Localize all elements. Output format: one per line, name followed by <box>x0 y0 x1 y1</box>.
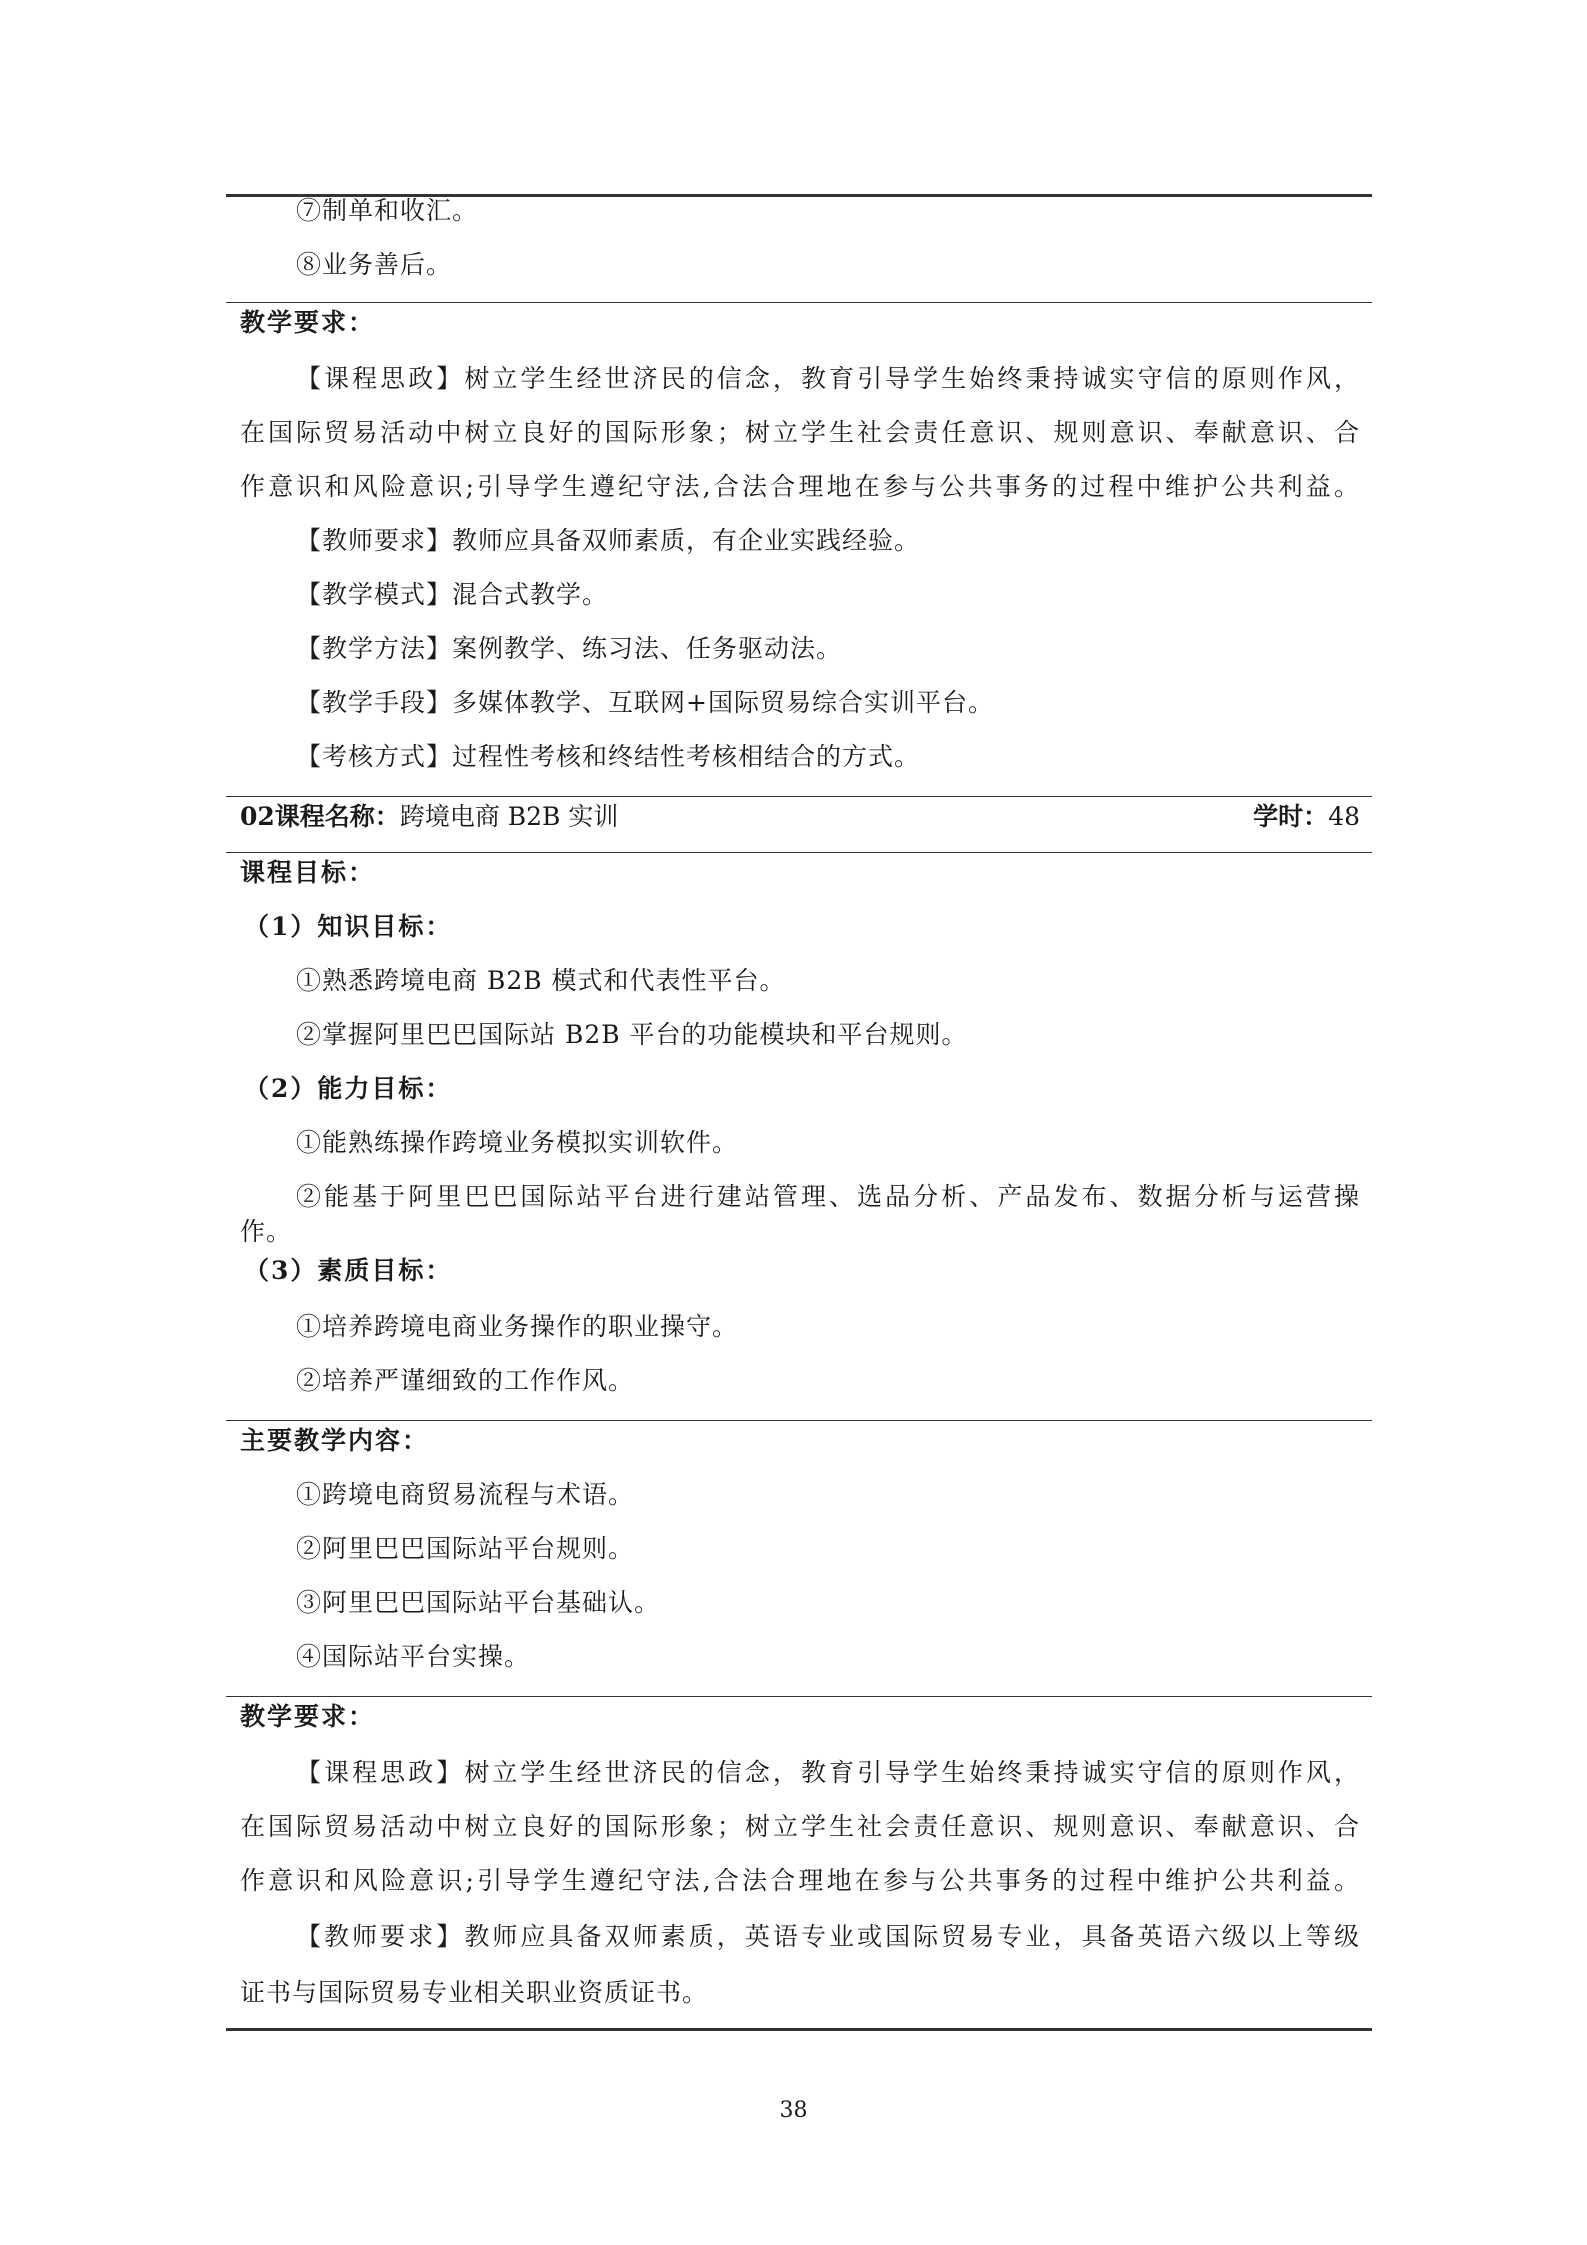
list-item: ⑧业务善后。 <box>296 250 453 279</box>
course-number: 02 <box>240 802 275 831</box>
ideology-paragraph-line: 作意识和风险意识;引导学生遵纪守法,合法合理地在参与公共事务的过程中维护公共利益。 <box>240 472 1360 501</box>
teacher-requirement-line: 证书与国际贸易专业相关职业资质证书。 <box>240 1978 709 2007</box>
ability-objectives-heading: （2）能力目标： <box>244 1074 453 1103</box>
ideology-paragraph-line: 【课程思政】树立学生经世济民的信念，教育引导学生始终秉持诚实守信的原则作风， <box>296 1758 1360 1787</box>
quality-objectives-heading: （3）素质目标： <box>244 1256 453 1285</box>
ideology-paragraph-line: 在国际贸易活动中树立良好的国际形象；树立学生社会责任意识、规则意识、奉献意识、合 <box>240 1812 1360 1841</box>
knowledge-objectives-heading: （1）知识目标： <box>244 912 453 941</box>
list-item: ①培养跨境电商业务操作的职业操守。 <box>296 1312 739 1341</box>
list-item: ⑦制单和收汇。 <box>296 196 479 225</box>
section-heading-teaching-requirements: 教学要求： <box>240 308 376 337</box>
teaching-mode: 【教学模式】混合式教学。 <box>296 580 609 609</box>
list-item: ②阿里巴巴国际站平台规则。 <box>296 1534 635 1563</box>
course-name: 跨境电商 B2B 实训 <box>399 802 619 831</box>
teacher-requirement: 【教师要求】教师应具备双师素质，有企业实践经验。 <box>296 526 921 555</box>
section-divider <box>226 796 1372 797</box>
list-item: ②培养严谨细致的工作作风。 <box>296 1366 635 1395</box>
list-item: ①跨境电商贸易流程与术语。 <box>296 1480 635 1509</box>
list-item: ①能熟练操作跨境业务模拟实训软件。 <box>296 1128 739 1157</box>
teacher-requirement-line: 【教师要求】教师应具备双师素质，英语专业或国际贸易专业，具备英语六级以上等级 <box>296 1922 1360 1951</box>
course-hours: 48 <box>1328 802 1360 831</box>
list-item: ①熟悉跨境电商 B2B 模式和代表性平台。 <box>296 966 786 995</box>
course-title-row <box>240 802 1360 832</box>
course-hours-label: 学时： <box>1253 802 1329 831</box>
ideology-paragraph-line: 在国际贸易活动中树立良好的国际形象；树立学生社会责任意识、规则意识、奉献意识、合 <box>240 418 1360 447</box>
section-heading-main-content: 主要教学内容： <box>240 1426 430 1455</box>
section-divider <box>226 1420 1372 1421</box>
course-name-label: 课程名称： <box>274 802 400 831</box>
section-divider <box>226 852 1372 853</box>
section-heading-objectives: 课程目标： <box>240 858 376 887</box>
page-number: 38 <box>779 2098 808 2123</box>
list-item: ④国际站平台实操。 <box>296 1642 531 1671</box>
list-item: ③阿里巴巴国际站平台基础认。 <box>296 1588 661 1617</box>
ideology-paragraph-line: 【课程思政】树立学生经世济民的信念，教育引导学生始终秉持诚实守信的原则作风， <box>296 364 1360 393</box>
teaching-means: 【教学手段】多媒体教学、互联网+国际贸易综合实训平台。 <box>296 688 994 717</box>
list-item: ②掌握阿里巴巴国际站 B2B 平台的功能模块和平台规则。 <box>296 1020 968 1049</box>
list-item: ②能基于阿里巴巴国际站平台进行建站管理、选品分析、产品发布、数据分析与运营操 <box>296 1182 1360 1211</box>
list-item-continuation: 作。 <box>240 1217 293 1246</box>
section-heading-teaching-requirements: 教学要求： <box>240 1702 376 1731</box>
section-divider <box>226 1696 1372 1697</box>
ideology-paragraph-line: 作意识和风险意识;引导学生遵纪守法,合法合理地在参与公共事务的过程中维护公共利益。 <box>240 1866 1360 1895</box>
section-divider <box>226 302 1372 303</box>
assessment-method: 【考核方式】过程性考核和终结性考核相结合的方式。 <box>296 742 921 771</box>
bottom-rule <box>226 2028 1372 2031</box>
teaching-method: 【教学方法】案例教学、练习法、任务驱动法。 <box>296 634 843 663</box>
